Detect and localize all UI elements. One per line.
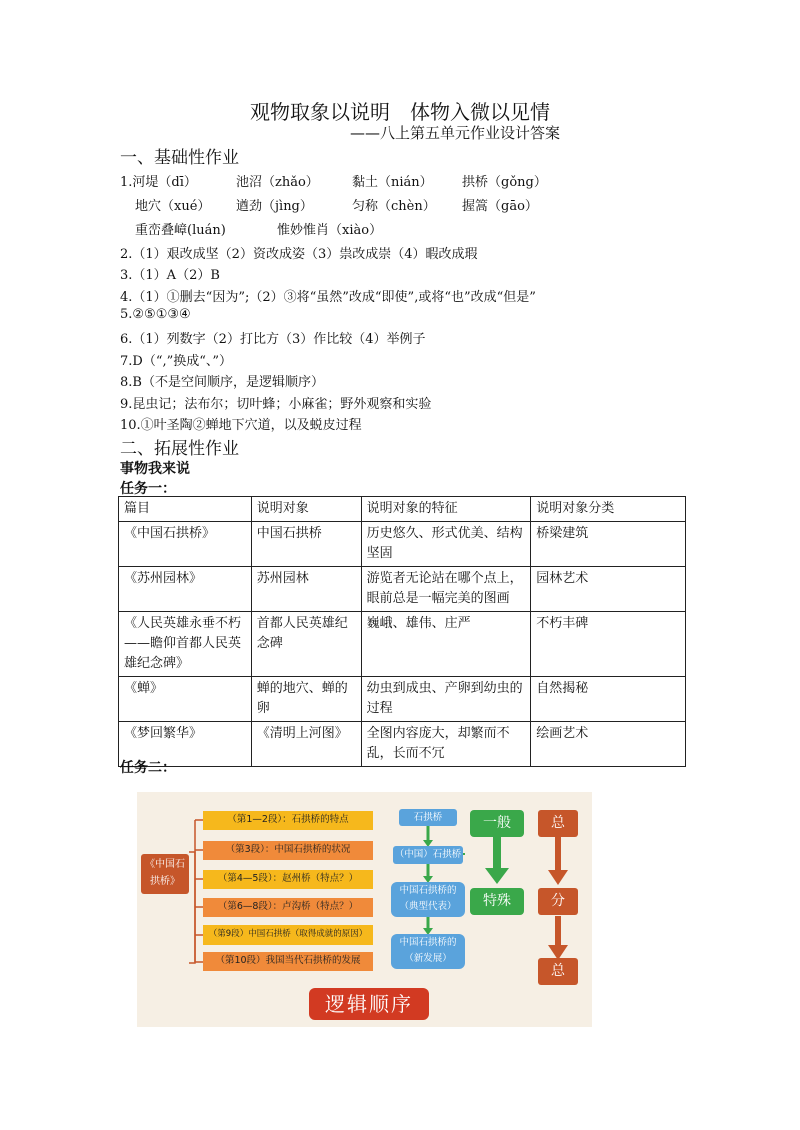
diagram-zong-label: 总 bbox=[538, 958, 578, 985]
q1-item: 池沼（zhǎo） bbox=[236, 175, 319, 190]
table-cell: 不朽丰碑 bbox=[531, 612, 686, 677]
diagram-flow-box: （中国）石拱桥 bbox=[393, 846, 463, 864]
q1-item: 黏土（nián） bbox=[352, 175, 433, 190]
table-cell: 历史悠久、形式优美、结构坚固 bbox=[361, 522, 531, 567]
table-row bbox=[119, 722, 686, 767]
table-cell: 桥梁建筑 bbox=[531, 522, 686, 567]
answer-line: 3.（1）A（2）B bbox=[120, 268, 220, 283]
answer-line: 9.昆虫记；法布尔；切叶蜂；小麻雀；野外观察和实验 bbox=[120, 397, 432, 412]
q1-item: 握篙（gāo） bbox=[462, 199, 538, 214]
diagram-branch: （第3段）：中国石拱桥的状况 bbox=[203, 841, 373, 860]
answer-line: 5.②⑤①③④ bbox=[120, 307, 191, 322]
table-header-cell: 说明对象的特征 bbox=[361, 497, 531, 522]
answer-line: 7.D（“,”换成“、”） bbox=[120, 354, 233, 369]
q1-item: 地穴（xué） bbox=[135, 199, 211, 214]
table-header-cell: 说明对象 bbox=[251, 497, 361, 522]
diagram-flow-box: 中国石拱桥的（新发展） bbox=[391, 934, 465, 969]
diagram-zong-label: 总 bbox=[538, 810, 578, 837]
q1-item: 1.河堤（dī） bbox=[120, 175, 197, 190]
subheading: 事物我来说 bbox=[120, 461, 190, 477]
table-cell: 巍峨、雄伟、庄严 bbox=[361, 612, 531, 677]
diagram-branch: （第1—2段）：石拱桥的特点 bbox=[203, 811, 373, 830]
answer-line: 4.（1）①删去“因为”;（2）③将“虽然”改成“即使”,或将“也”改成“但是” bbox=[120, 290, 536, 305]
q1-item: 惟妙惟肖（xiào） bbox=[277, 223, 383, 238]
structure-diagram bbox=[137, 792, 592, 1027]
diagram-root: 《中国石拱桥》 bbox=[141, 854, 189, 894]
diagram-flow-box: 石拱桥 bbox=[399, 809, 457, 826]
table-row bbox=[119, 612, 686, 677]
diagram-branch: （第6—8段）：卢沟桥（特点？） bbox=[203, 898, 373, 917]
table-cell: 《清明上河图》 bbox=[251, 722, 361, 767]
table-row bbox=[119, 677, 686, 722]
answer-line: 6.（1）列数字（2）打比方（3）作比较（4）举例子 bbox=[120, 332, 426, 347]
table-cell: 首都人民英雄纪念碑 bbox=[251, 612, 361, 677]
diagram-fen-label: 分 bbox=[538, 888, 578, 915]
table-cell: 中国石拱桥 bbox=[251, 522, 361, 567]
diagram-general-label: 一般 bbox=[470, 810, 524, 837]
table-cell: 绘画艺术 bbox=[531, 722, 686, 767]
table-cell: 全图内容庞大，却繁而不乱，长而不冗 bbox=[361, 722, 531, 767]
task1-label: 任务一： bbox=[120, 481, 176, 497]
page-title: 观物取象以说明 体物入微以见情 bbox=[250, 100, 550, 124]
diagram-branch: （第4—5段）：赵州桥（特点？） bbox=[203, 870, 373, 889]
diagram-special-label: 特殊 bbox=[470, 888, 524, 915]
q1-item: 重峦叠嶂(luán) bbox=[135, 223, 226, 238]
table-cell: 《中国石拱桥》 bbox=[119, 522, 252, 567]
table-cell: 幼虫到成虫、产卵到幼虫的过程 bbox=[361, 677, 531, 722]
table-cell: 苏州园林 bbox=[251, 567, 361, 612]
answer-line: 2.（1）艰改成坚（2）资改成姿（3）祟改成崇（4）暇改成瑕 bbox=[120, 247, 478, 262]
task1-table bbox=[118, 496, 686, 767]
section-heading-extended: 二、拓展性作业 bbox=[120, 439, 239, 459]
table-cell: 蝉的地穴、蝉的卵 bbox=[251, 677, 361, 722]
diagram-branch: （第9段）中国石拱桥（取得成就的原因） bbox=[203, 925, 373, 945]
table-row bbox=[119, 522, 686, 567]
diagram-flow-box: 中国石拱桥的（典型代表） bbox=[391, 882, 465, 917]
table-cell: 自然揭秘 bbox=[531, 677, 686, 722]
answer-line: 10.①叶圣陶②蝉地下穴道，以及蜕皮过程 bbox=[120, 418, 362, 433]
table-header-cell: 篇目 bbox=[119, 497, 252, 522]
section-heading-basic: 一、基础性作业 bbox=[120, 148, 239, 168]
table-cell: 游览者无论站在哪个点上，眼前总是一幅完美的图画 bbox=[361, 567, 531, 612]
answer-line: 8.B（不是空间顺序，是逻辑顺序） bbox=[120, 375, 324, 390]
table-cell: 《苏州园林》 bbox=[119, 567, 252, 612]
task2-label: 任务二： bbox=[120, 760, 176, 776]
q1-item: 匀称（chèn） bbox=[352, 199, 436, 214]
table-cell: 《蝉》 bbox=[119, 677, 252, 722]
q1-item: 拱桥（gǒng） bbox=[462, 175, 547, 190]
table-header-row bbox=[119, 497, 686, 522]
diagram-branch: （第10段）我国当代石拱桥的发展 bbox=[203, 952, 373, 971]
table-cell: 《梦回繁华》 bbox=[119, 722, 252, 767]
table-row bbox=[119, 567, 686, 612]
table-cell: 《人民英雄永垂不朽——瞻仰首都人民英雄纪念碑》 bbox=[119, 612, 252, 677]
q1-item: 遒劲（jìng） bbox=[236, 199, 313, 214]
page-subtitle: ——八上第五单元作业设计答案 bbox=[349, 124, 560, 142]
table-cell: 园林艺术 bbox=[531, 567, 686, 612]
table-header-cell: 说明对象分类 bbox=[531, 497, 686, 522]
diagram-banner: 逻辑顺序 bbox=[309, 988, 429, 1020]
